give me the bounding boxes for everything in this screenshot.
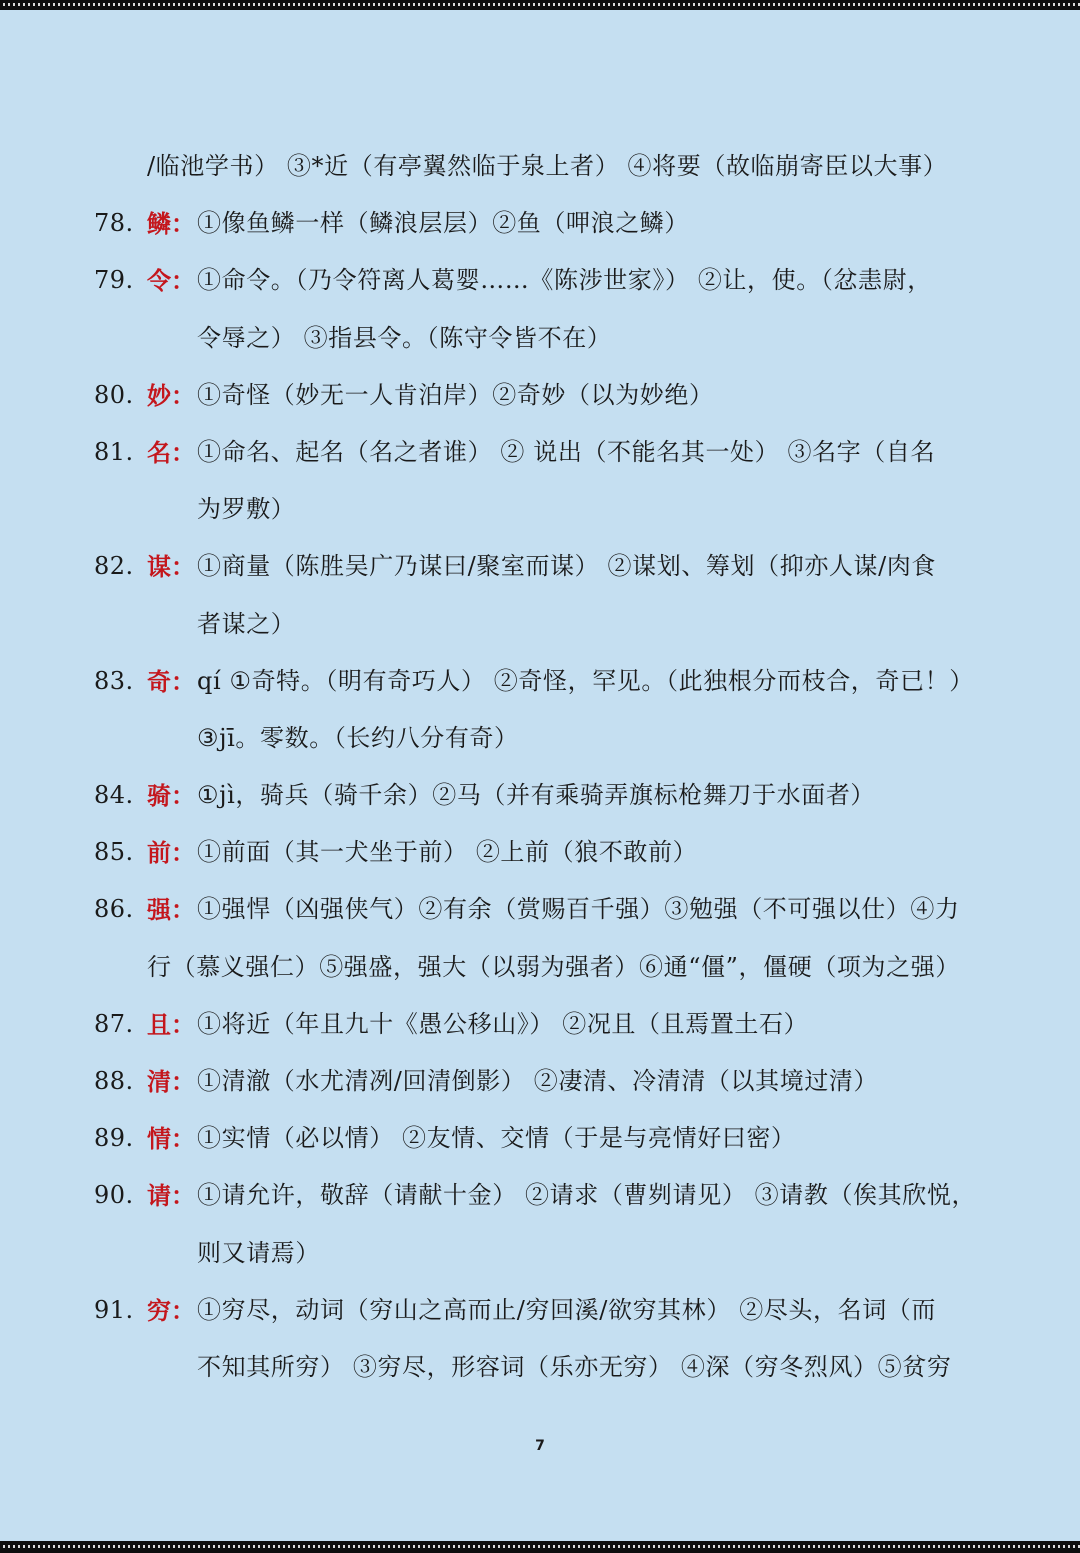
entry-definition: ①像鱼鳞一样（鳞浪层层）②鱼（呷浪之鳞）: [197, 209, 689, 238]
entry-number: 80.: [94, 380, 134, 409]
entry-definition: ①请允许，敬辞（请献十金） ②请求（曹刿请见） ③请教（俟其欣悦，: [197, 1181, 977, 1210]
list-item: [0, 1110, 1080, 1167]
list-item: [0, 596, 1080, 653]
list-item: [0, 881, 1080, 938]
entry-headword: 清：: [147, 1067, 195, 1096]
entry-definition: ①强悍（凶强侠气）②有余（赏赐百千强）③勉强（不可强以仕）④力: [197, 895, 960, 924]
entry-headword: 奇：: [147, 666, 195, 696]
list-item: [0, 824, 1080, 881]
entry-definition: ①将近（年且九十《愚公移山》） ②况且（且焉置土石）: [197, 1009, 809, 1038]
entry-definition: ①商量（陈胜吴广乃谋曰/聚室而谋） ②谋划、筹划（抑亦人谋/肉食: [197, 552, 936, 581]
entry-definition: ①命名、起名（名之者谁） ② 说出（不能名其一处） ③名字（自名: [197, 437, 936, 466]
entry-number: 78.: [94, 209, 134, 238]
page-number: 7: [535, 1438, 545, 1454]
entry-headword: 鳞：: [147, 209, 195, 239]
entry-definition: 者谋之）: [197, 609, 296, 638]
entry-definition: ①穷尽，动词（穷山之高而止/穷回溪/欲穷其林） ②尽头，名词（而: [197, 1295, 936, 1324]
entry-headword: 妙：: [147, 380, 195, 410]
entry-definition: ①jì，骑兵（骑千余）②马（并有乘骑弄旗标枪舞刀于水面者）: [197, 781, 876, 810]
list-item: [0, 710, 1080, 767]
entry-definition: ①奇怪（妙无一人肯泊岸）②奇妙（以为妙绝）: [197, 380, 714, 409]
list-item: [0, 653, 1080, 710]
entry-number: 87.: [94, 1009, 134, 1038]
entry-definition: qí ①奇特。（明有奇巧人） ②奇怪，罕见。（此独根分而枝合，奇已！）: [197, 666, 974, 695]
entry-number: 90.: [94, 1181, 134, 1210]
list-item: [0, 367, 1080, 424]
entry-definition: ①实情（必以情） ②友情、交情（于是与亮情好曰密）: [197, 1124, 796, 1153]
entry-definition: 为罗敷）: [197, 495, 296, 524]
entry-number: 82.: [94, 552, 134, 581]
entry-headword: 谋：: [147, 552, 195, 582]
decorative-border-bottom: [0, 1541, 1080, 1553]
entry-number: 88.: [94, 1067, 134, 1095]
entry-definition: ①前面（其一犬坐于前） ②上前（狼不敢前）: [197, 838, 698, 867]
decorative-border-top: [0, 0, 1080, 10]
list-item: [0, 424, 1080, 481]
entry-number: 81.: [94, 437, 134, 466]
entry-headword: 令：: [147, 266, 195, 296]
list-item: [0, 538, 1080, 595]
entry-definition: 行（慕义强仁）⑤强盛，强大（以弱为强者）⑥通“僵”，僵硬（项为之强）: [147, 952, 960, 981]
list-item: [0, 195, 1080, 252]
entry-definition: ①命令。（乃令符离人葛婴……《陈涉世家》） ②让，使。（忿恚尉，: [197, 266, 932, 295]
entry-number: 89.: [94, 1124, 134, 1153]
list-item: [0, 252, 1080, 309]
entry-headword: 情：: [147, 1124, 195, 1154]
entry-definition: 令辱之） ③指县令。（陈守令皆不在）: [197, 323, 612, 352]
entry-definition: 则又请焉）: [197, 1238, 320, 1267]
entry-number: 84.: [94, 781, 134, 810]
list-item: [0, 1167, 1080, 1224]
entry-headword: 骑：: [147, 781, 195, 811]
entry-definition: ①清澈（水尤清冽/回清倒影） ②凄清、冷清清（以其境过清）: [197, 1067, 879, 1095]
entry-number: 79.: [94, 266, 134, 295]
entry-number: 85.: [94, 838, 134, 867]
entry-definition: ③jī。零数。（长约八分有奇）: [197, 723, 519, 752]
list-item: [0, 939, 1080, 996]
vocabulary-list: [0, 138, 1080, 1396]
list-item: [0, 1053, 1080, 1110]
list-item: [0, 310, 1080, 367]
entry-number: 91.: [94, 1295, 134, 1324]
entry-definition: 不知其所穷） ③穷尽，形容词（乐亦无穷） ④深（穷冬烈风）⑤贫穷: [197, 1352, 952, 1381]
entry-headword: 名：: [147, 437, 195, 467]
list-item: [0, 996, 1080, 1053]
entry-headword: 强：: [147, 895, 195, 925]
entry-number: 86.: [94, 895, 134, 924]
entry-definition: /临池学书） ③*近（有亭翼然临于泉上者） ④将要（故临崩寄臣以大事）: [147, 152, 948, 180]
entry-number: 83.: [94, 666, 134, 695]
list-item: [0, 1225, 1080, 1282]
entry-headword: 且：: [147, 1009, 195, 1039]
list-item: [0, 481, 1080, 538]
entry-headword: 请：: [147, 1181, 195, 1211]
list-item: [0, 138, 1080, 195]
list-item: [0, 1282, 1080, 1339]
list-item: [0, 1339, 1080, 1396]
entry-headword: 穷：: [147, 1295, 195, 1325]
entry-headword: 前：: [147, 838, 195, 868]
list-item: [0, 767, 1080, 824]
